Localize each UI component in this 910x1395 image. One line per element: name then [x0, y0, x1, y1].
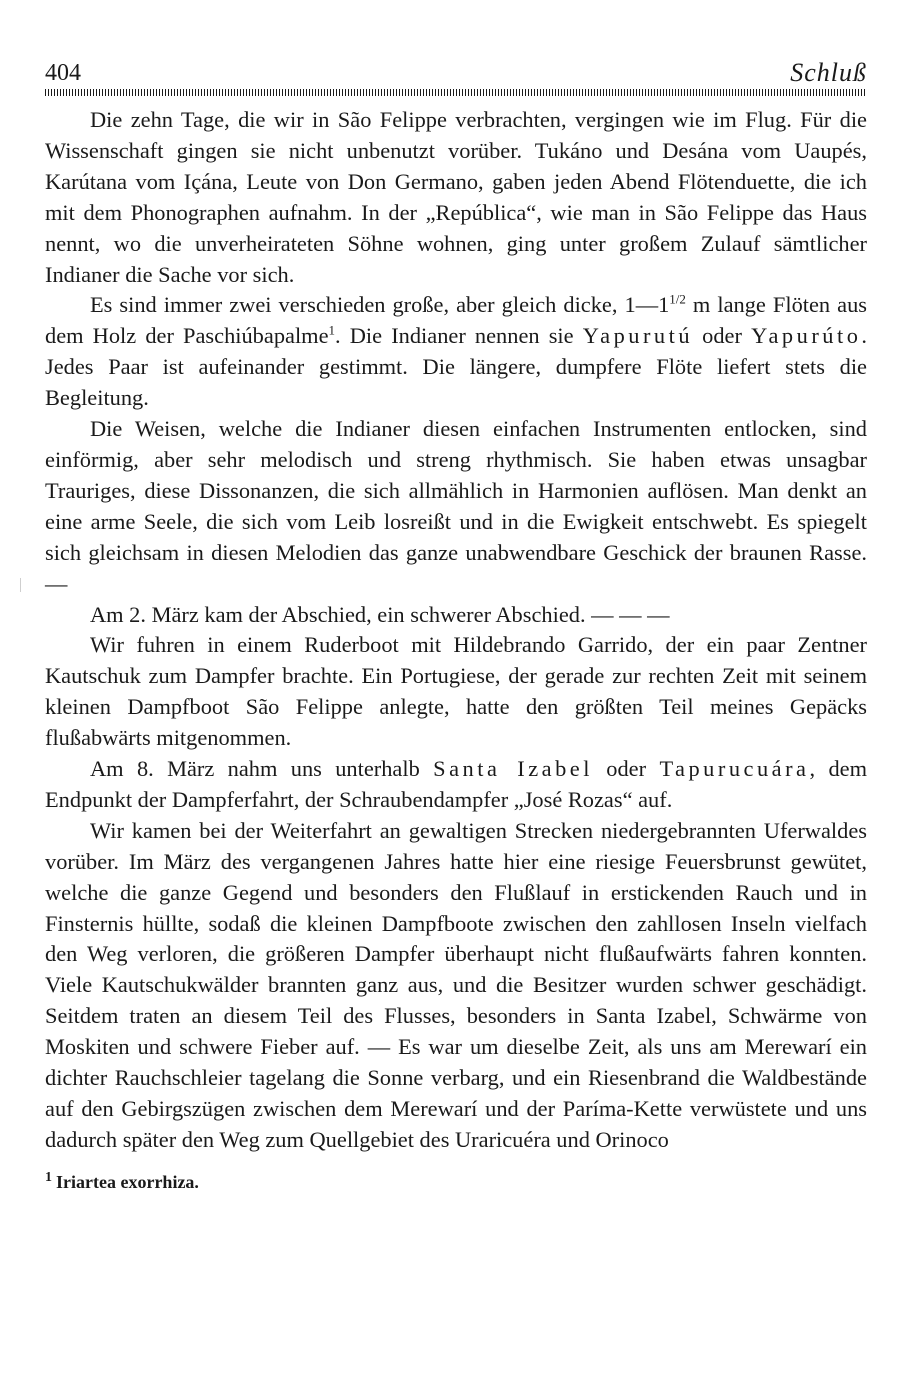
term-santa-izabel: Santa Izabel	[433, 756, 593, 782]
running-head: Schluß	[790, 58, 867, 87]
body-text	[45, 105, 867, 1156]
term-yapurutu: Yapurutú	[582, 323, 694, 349]
page-number: 404	[45, 60, 81, 86]
paragraph-5: Wir fuhren in einem Ruderboot mit Hildebrando Garrido, der ein paar Zentner Kautschuk zum Dampfer brachte. Ein Portugiese, der gerade zur rechten Zeit mit seinem kleinen Dampfboot São Felippe anlegte, hatte den größten Teil meines Gepäcks flußabwärts mitgenommen.	[45, 632, 867, 751]
paragraph-2-part-5: . Jedes Paar ist aufeinander gestimmt. Die längere, dumpfere Flöte liefert stets die Begleitung.	[45, 323, 867, 411]
paragraph-3: Die Weisen, welche die Indianer diesen einfachen Instrumenten entlocken, sind einförmig, aber sehr melodisch und streng rhythmisch. Sie haben etwas unsagbar Trauriges, diese Dissonanzen, die sich allmählich in Harmonien auflösen. Man denkt an eine arme Seele, die sich vom Leib losreißt und in die Ewigkeit entschwebt. Es spiegelt sich gleichsam in diesen Melodien das ganze unabwendbare Geschick der braunen Rasse. —	[45, 416, 867, 596]
paragraph-2	[45, 290, 867, 414]
paragraph-6-part-2: oder	[592, 756, 660, 782]
paragraph-6-part-3: , dem Endpunkt der Dampferfahrt, der Schraubendampfer „José Rozas“ auf.	[45, 756, 867, 812]
paragraph-2-part-1: Es sind immer zwei verschieden große, aber gleich dicke, 1—1	[90, 292, 670, 318]
paragraph-2-part-4: oder	[693, 323, 752, 349]
book-page	[45, 58, 867, 1194]
footnote-reference: 1	[328, 322, 336, 338]
term-tapurucuara: Tapurucuára	[659, 756, 810, 782]
header-rule	[45, 89, 867, 96]
paragraph-4: Am 2. März kam der Abschied, ein schwerer Abschied. — — —	[90, 601, 670, 627]
paragraph-7: Wir kamen bei der Weiterfahrt an gewaltigen Strecken niedergebrannten Uferwaldes vorüber. Im März des vergangenen Jahres hatte hier eine riesige Feuersbrunst gewütet, welche die ganze Gegend und besonders den Flußlauf in erstickenden Rauch und in Finsternis hüllte, sodaß die kleinen Dampfboote zwischen den zahllosen Inseln vielfach den Weg verloren, die größeren Dampfer überhaupt nicht flußaufwärts fahren konnten. Viele Kautschukwälder brannten ganz aus, und die Besitzer wurden schwer geschädigt. Seitdem traten an diesem Teil des Flusses, besonders in Santa Izabel, Schwärme von Moskiten und schwere Fieber auf. — Es war um dieselbe Zeit, als uns am Merewarí ein dichter Rauchschleier tagelang die Sonne verbarg, und ein Riesenbrand die Waldbestände auf den Gebirgszügen zwischen dem Merewarí und der Paríma-Kette verwüstete und uns dadurch später den Weg zum Quellgebiet des Uraricuéra und Orinoco	[45, 817, 867, 1152]
footnote	[45, 1170, 867, 1194]
paragraph-6	[45, 754, 867, 816]
paragraph-2-part-2: m lange Flöten aus dem Holz der Paschiúbapalme	[45, 292, 867, 349]
term-yapuruto: Yapurúto	[751, 323, 862, 349]
footnote-text: Iriartea exorrhiza.	[56, 1171, 199, 1192]
paragraph-1: Die zehn Tage, die wir in São Felippe verbrachten, vergingen wie im Flug. Für die Wissenschaft gingen sie nicht unbenutzt vorüber. Tukáno und Desána vom Uaupés, Karútana vom Içána, Leute von Don Germano, gaben jeden Abend Flötenduette, die ich mit dem Phonographen aufnahm. In der „República“, wie man in São Felippe das Haus nennt, wo die unverheirateten Söhne wohnen, ging unter großem Zulauf sämtlicher Indianer die Sache vor sich.	[45, 107, 867, 287]
paragraph-2-part-3: . Die Indianer nennen sie	[335, 323, 583, 349]
paragraph-6-part-1: Am 8. März nahm uns unterhalb	[90, 756, 434, 782]
margin-mark	[20, 578, 21, 592]
footnote-mark: 1	[45, 1169, 52, 1185]
fraction-half: 1/2	[669, 291, 686, 307]
page-header	[45, 58, 867, 88]
